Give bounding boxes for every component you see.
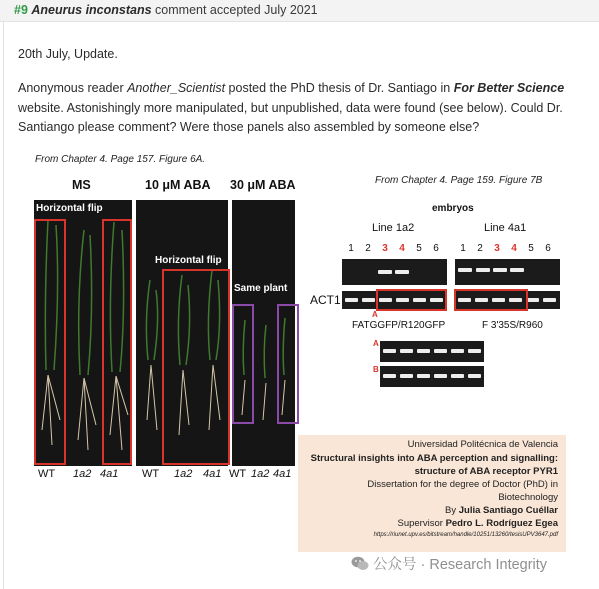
genotype-label: 4a1 <box>203 468 222 480</box>
thesis-title-line: Structural insights into ABA perception and signalling: <box>310 453 558 464</box>
genotype-label: WT <box>38 468 56 480</box>
text-run: website. Astonishingly more manipulated, but unpublished, data were found (see below). Could Dr. Santiango please comment? Were those panels also assembled by someone else? <box>18 100 563 134</box>
annotation-same-plant: Same plant <box>234 283 288 294</box>
watermark-text: 公众号 · Research Integrity <box>373 557 548 573</box>
lane-number: 3 <box>494 243 500 254</box>
panel-letter: A <box>373 339 379 348</box>
lane-number: 1 <box>460 243 466 254</box>
genotype-label: 1a2 <box>174 468 193 480</box>
text-run: posted the PhD thesis of Dr. Santiago in <box>225 81 454 95</box>
right-figure-caption: From Chapter 4. Page 159. Figure 7B <box>375 175 543 186</box>
wechat-icon <box>351 556 369 571</box>
lane-number: 4 <box>399 243 405 254</box>
thesis-dissertation-line: Biotechnology <box>498 492 558 503</box>
lane-number: 1 <box>348 243 354 254</box>
genotype-label: 4a1 <box>273 468 292 480</box>
genotype-label: 1a2 <box>251 468 270 480</box>
annotation-horizontal-flip: Horizontal flip <box>36 203 103 214</box>
act1-label: ACT1 <box>310 293 341 307</box>
lane-number: 5 <box>528 243 534 254</box>
panel-letter: A <box>372 310 378 319</box>
comment-paragraph <box>18 79 588 138</box>
genotype-label: 4a1 <box>100 468 119 480</box>
watermark <box>351 553 547 574</box>
column-header-ms: MS <box>72 178 91 192</box>
lane-number: 2 <box>477 243 483 254</box>
comment-number[interactable]: #9 <box>14 3 28 17</box>
flip-highlight-box <box>102 219 132 465</box>
same-plant-box <box>277 304 299 424</box>
primer-label: F 3'35S/R960 <box>482 320 543 331</box>
column-header-aba30: 30 μM ABA <box>230 178 296 192</box>
left-figure-caption: From Chapter 4. Page 157. Figure 6A. <box>35 154 206 165</box>
update-date: 20th July, Update. <box>18 47 118 61</box>
line-4a1-label: Line 4a1 <box>484 222 527 234</box>
commenter-name[interactable]: Aneurus inconstans <box>31 3 152 17</box>
reader-name: Another_Scientist <box>127 81 226 95</box>
annotation-horizontal-flip: Horizontal flip <box>155 255 222 266</box>
thesis-url: https://riunet.upv.es/bitstream/handle/10251/13260/tesisUPV3647.pdf <box>373 532 558 538</box>
genotype-label: WT <box>142 468 160 480</box>
same-plant-box <box>232 304 254 424</box>
gel-image <box>455 259 560 285</box>
gel-image <box>380 341 484 362</box>
lane-number: 2 <box>365 243 371 254</box>
lane-number: 3 <box>382 243 388 254</box>
genotype-label: WT <box>229 468 247 480</box>
text-run: Anonymous reader <box>18 81 128 95</box>
site-name: For Better Science <box>453 81 565 95</box>
lane-number: 5 <box>416 243 422 254</box>
flip-highlight-box <box>34 219 66 465</box>
column-header-aba10: 10 μM ABA <box>145 178 211 192</box>
thesis-cover-excerpt <box>298 435 566 552</box>
thesis-title-line: structure of ABA receptor PYR1 <box>414 466 558 477</box>
thesis-university: Universidad Politécnica de Valencia <box>407 439 558 450</box>
lane-number: 6 <box>545 243 551 254</box>
duplication-highlight-box <box>376 289 447 311</box>
gel-image <box>380 366 484 387</box>
duplication-highlight-box <box>454 289 528 311</box>
comment-status: comment accepted July 2021 <box>155 3 318 17</box>
line-1a2-label: Line 1a2 <box>372 222 415 234</box>
comment-header <box>0 0 599 22</box>
flip-highlight-box <box>162 269 230 465</box>
panel-letter: B <box>373 365 379 374</box>
genotype-label: 1a2 <box>73 468 92 480</box>
thesis-author: By Julia Santiago Cuéllar <box>445 505 558 516</box>
embryos-label: embryos <box>432 203 474 214</box>
gel-image <box>342 259 447 285</box>
thesis-dissertation-line: Dissertation for the degree of Doctor (PhD) in <box>367 479 558 490</box>
primer-label: FATGGFP/R120GFP <box>352 320 446 331</box>
thesis-supervisor: Supervisor Pedro L. Rodríguez Egea <box>397 518 558 529</box>
lane-number: 6 <box>433 243 439 254</box>
lane-number: 4 <box>511 243 517 254</box>
